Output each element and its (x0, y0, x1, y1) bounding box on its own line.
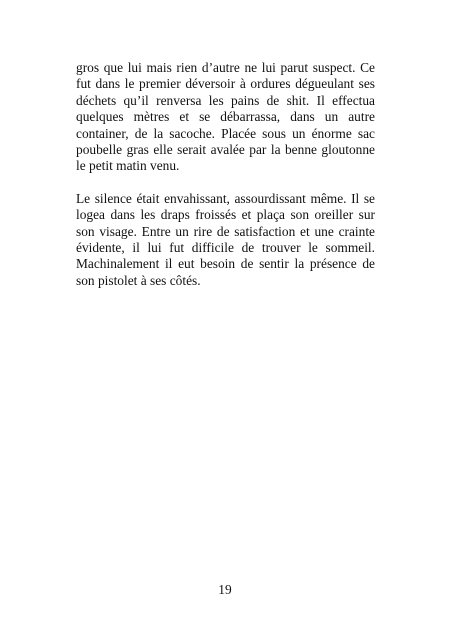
paragraph-1: gros que lui mais rien d’autre ne lui parut suspect. Ce fut dans le premier déversoir à ordures dégueulant ses déchets qu’il renversa les pains de shit. Il effectua quelques mètres et se débarrassa, dans un autre container, de la sacoche. Placée sous un énorme sac poubelle gras elle serait avalée par la benne gloutonne le petit matin venu. (76, 60, 375, 174)
paragraph-2: Le silence était envahissant, assourdissant même. Il se logea dans les draps froissés et plaça son oreiller sur son visage. Entre un rire de satisfaction et une crainte évidente, il lui fut difficile de trouver le sommeil. Machinalement il eut besoin de sentir la présence de son pistolet à ses côtés. (76, 190, 375, 288)
body-text (76, 60, 375, 305)
page-number: 19 (218, 582, 232, 597)
